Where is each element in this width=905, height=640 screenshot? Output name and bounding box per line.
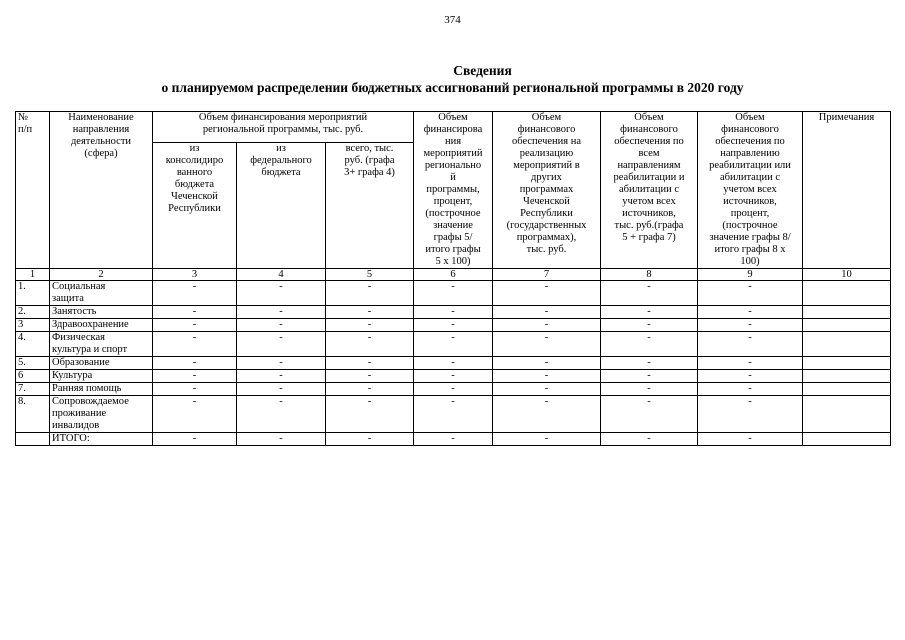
header-line: тыс. руб.(графа: [614, 220, 684, 231]
header-col-3: [153, 143, 237, 269]
column-number-cell: 8: [601, 269, 698, 281]
row-name-cell: [50, 306, 153, 319]
header-line: Объем: [735, 112, 765, 123]
header-line: обеспечения по: [715, 136, 785, 147]
value-cell: -: [493, 383, 601, 396]
value-cell: [803, 281, 891, 306]
value-cell: -: [326, 433, 414, 446]
value-cell: [803, 433, 891, 446]
header-line: ния: [444, 136, 462, 147]
value-cell: -: [698, 319, 803, 332]
page-number: 374: [444, 14, 461, 26]
header-line: консолидиро: [165, 155, 224, 166]
value-cell: -: [493, 433, 601, 446]
value-cell: -: [237, 319, 326, 332]
row-name-cell: [50, 396, 153, 433]
row-name-line: Занятость: [52, 306, 97, 317]
table-header: [16, 112, 891, 269]
header-line: других: [531, 172, 562, 183]
header-line: графы 5/: [433, 232, 473, 243]
value-cell: -: [326, 357, 414, 370]
column-number-cell: 3: [153, 269, 237, 281]
value-cell: -: [237, 383, 326, 396]
row-name-cell: [50, 370, 153, 383]
header-line: процент,: [433, 196, 473, 207]
value-cell: -: [698, 370, 803, 383]
header-line: значение графы 8/: [709, 232, 791, 243]
value-cell: -: [326, 396, 414, 433]
row-name-line: Ранняя помощь: [52, 383, 122, 394]
value-cell: [803, 319, 891, 332]
row-number-cell: 7.: [16, 383, 50, 396]
value-cell: [803, 332, 891, 357]
header-line: программы,: [426, 184, 480, 195]
table-row: [16, 319, 891, 332]
document-title: [0, 62, 905, 96]
header-line: итого графы: [425, 244, 481, 255]
row-name-line: инвалидов: [52, 420, 100, 431]
header-line: п/п: [18, 124, 33, 135]
value-cell: -: [237, 433, 326, 446]
header-line: всего, тыс.: [345, 143, 394, 154]
table-row: [16, 357, 891, 370]
header-line: всем: [638, 148, 660, 159]
row-name-line: проживание: [52, 408, 107, 419]
header-line: Чеченской: [523, 196, 570, 207]
header-line: значение: [433, 220, 473, 231]
value-cell: -: [493, 319, 601, 332]
table-row: [16, 383, 891, 396]
column-number-cell: 5: [326, 269, 414, 281]
value-cell: -: [237, 370, 326, 383]
header-line: направлениям: [617, 160, 681, 171]
header-line: мероприятий в: [513, 160, 580, 171]
row-number-cell: 4.: [16, 332, 50, 357]
value-cell: -: [493, 306, 601, 319]
header-line: (построчное: [425, 208, 481, 219]
value-cell: -: [698, 396, 803, 433]
header-col-4: [237, 143, 326, 269]
header-line: абилитации с: [618, 184, 679, 195]
header-line: реализацию: [519, 148, 574, 159]
row-number-cell: 3: [16, 319, 50, 332]
header-col-1: [16, 112, 50, 269]
value-cell: -: [153, 319, 237, 332]
header-col-10: [803, 112, 891, 269]
value-cell: -: [153, 370, 237, 383]
column-number-row: [16, 269, 891, 281]
value-cell: -: [153, 332, 237, 357]
value-cell: -: [326, 370, 414, 383]
header-line: программах),: [516, 232, 577, 243]
header-line: реабилитации и: [613, 172, 685, 183]
table-row: [16, 370, 891, 383]
header-line: из: [189, 143, 200, 154]
header-line: реабилитации или: [709, 160, 791, 171]
header-line: программах: [519, 184, 574, 195]
value-cell: -: [698, 332, 803, 357]
value-cell: -: [414, 370, 493, 383]
value-cell: -: [601, 370, 698, 383]
value-cell: -: [237, 306, 326, 319]
value-cell: -: [237, 396, 326, 433]
table-body: [16, 269, 891, 446]
header-col-5: [326, 143, 414, 269]
value-cell: [803, 370, 891, 383]
header-line: направлению: [720, 148, 780, 159]
row-name-line: Образование: [52, 357, 110, 368]
value-cell: -: [601, 332, 698, 357]
header-line: источников,: [622, 208, 676, 219]
column-number-cell: 7: [493, 269, 601, 281]
row-name-line: Культура: [52, 370, 93, 381]
value-cell: -: [601, 433, 698, 446]
row-name-line: Сопровождаемое: [52, 396, 129, 407]
header-line: финансового: [517, 124, 576, 135]
table-row: [16, 332, 891, 357]
header-line: (построчное: [722, 220, 778, 231]
value-cell: -: [493, 396, 601, 433]
row-number-cell: 1.: [16, 281, 50, 306]
header-line: руб. (графа: [344, 155, 395, 166]
value-cell: -: [153, 281, 237, 306]
value-cell: -: [237, 332, 326, 357]
value-cell: -: [153, 433, 237, 446]
column-number-cell: 2: [50, 269, 153, 281]
value-cell: -: [698, 306, 803, 319]
value-cell: -: [493, 357, 601, 370]
header-line: учетом всех: [723, 184, 777, 195]
header-line: Республики: [520, 208, 573, 219]
row-name-cell: [50, 281, 153, 306]
column-number-cell: 10: [803, 269, 891, 281]
value-cell: -: [326, 319, 414, 332]
header-line: обеспечения по: [614, 136, 684, 147]
column-number-cell: 6: [414, 269, 493, 281]
row-name-cell: [50, 383, 153, 396]
budget-table: [15, 111, 891, 446]
value-cell: -: [414, 319, 493, 332]
header-line: финансирова: [423, 124, 483, 135]
value-cell: -: [698, 433, 803, 446]
row-name-cell: [50, 319, 153, 332]
column-number-cell: 1: [16, 269, 50, 281]
header-line: Примечания: [818, 112, 875, 123]
title-line-2: о планируемом распределении бюджетных ассигнований региональной программы в 2020 году: [161, 80, 744, 95]
value-cell: [803, 306, 891, 319]
row-name-cell: [50, 433, 153, 446]
header-line: абилитации с: [719, 172, 780, 183]
row-number-cell: 8.: [16, 396, 50, 433]
header-col-9: [698, 112, 803, 269]
row-name-line: культура и спорт: [52, 344, 128, 355]
value-cell: -: [326, 281, 414, 306]
value-cell: [803, 396, 891, 433]
header-line: Объем: [531, 112, 562, 123]
value-cell: -: [414, 332, 493, 357]
row-number-cell: [16, 433, 50, 446]
header-line: 3+ графа 4): [344, 167, 395, 178]
table-row: [16, 433, 891, 446]
header-line: 5 x 100): [435, 256, 471, 267]
header-line: обеспечения на: [512, 136, 581, 147]
column-number-cell: 4: [237, 269, 326, 281]
row-name-line: ИТОГО:: [52, 433, 90, 444]
row-name-cell: [50, 332, 153, 357]
header-line: Объем: [438, 112, 468, 123]
value-cell: -: [414, 396, 493, 433]
value-cell: -: [326, 332, 414, 357]
column-number-cell: 9: [698, 269, 803, 281]
value-cell: -: [698, 383, 803, 396]
header-line: й: [450, 172, 456, 183]
header-line: направления: [72, 124, 130, 135]
value-cell: -: [414, 306, 493, 319]
row-name-line: Здравоохранение: [52, 319, 129, 330]
header-line: процент,: [730, 208, 770, 219]
header-line: финансового: [620, 124, 678, 135]
header-line: регионально: [424, 160, 482, 171]
value-cell: -: [698, 281, 803, 306]
header-col-8: [601, 112, 698, 269]
header-line: тыс. руб.: [526, 244, 567, 255]
value-cell: -: [493, 281, 601, 306]
header-line: 5 + графа 7): [622, 232, 676, 243]
row-name-cell: [50, 357, 153, 370]
value-cell: -: [153, 306, 237, 319]
value-cell: -: [153, 357, 237, 370]
value-cell: -: [326, 306, 414, 319]
header-line: ванного: [176, 167, 213, 178]
header-line: Наименование: [68, 112, 134, 123]
value-cell: -: [601, 281, 698, 306]
value-cell: -: [414, 383, 493, 396]
header-line: финансового: [721, 124, 779, 135]
header-line: №: [18, 112, 29, 123]
value-cell: -: [153, 383, 237, 396]
row-number-cell: 6: [16, 370, 50, 383]
value-cell: -: [414, 281, 493, 306]
row-number-cell: 2.: [16, 306, 50, 319]
value-cell: -: [601, 383, 698, 396]
header-line: региональной программы, тыс. руб.: [202, 124, 364, 135]
header-line: источников,: [723, 196, 777, 207]
row-name-line: Физическая: [52, 332, 105, 343]
value-cell: [803, 383, 891, 396]
value-cell: -: [237, 357, 326, 370]
value-cell: -: [414, 357, 493, 370]
header-line: Объем финансирования мероприятий: [198, 112, 368, 123]
header-group-financing: [153, 112, 414, 143]
header-line: мероприятий: [423, 148, 483, 159]
value-cell: -: [326, 383, 414, 396]
value-cell: -: [601, 319, 698, 332]
header-line: (государственных: [506, 220, 587, 231]
value-cell: -: [153, 396, 237, 433]
header-line: деятельности: [70, 136, 132, 147]
header-col-7: [493, 112, 601, 269]
header-line: 100): [740, 256, 760, 267]
table-row: [16, 306, 891, 319]
row-name-line: защита: [52, 293, 84, 304]
value-cell: -: [493, 370, 601, 383]
header-line: из: [276, 143, 286, 154]
value-cell: [803, 357, 891, 370]
value-cell: -: [493, 332, 601, 357]
value-cell: -: [601, 396, 698, 433]
header-line: Объем: [634, 112, 664, 123]
row-name-line: Социальная: [52, 281, 106, 292]
table-row: [16, 396, 891, 433]
header-line: бюджета: [261, 167, 301, 178]
title-line-1: Сведения: [453, 63, 512, 78]
header-line: бюджета: [174, 179, 215, 190]
header-line: Республики: [168, 203, 221, 214]
header-line: Чеченской: [171, 191, 218, 202]
header-line: учетом всех: [622, 196, 676, 207]
value-cell: -: [601, 357, 698, 370]
value-cell: -: [601, 306, 698, 319]
value-cell: -: [414, 433, 493, 446]
value-cell: -: [698, 357, 803, 370]
row-number-cell: 5.: [16, 357, 50, 370]
table-row: [16, 281, 891, 306]
value-cell: -: [237, 281, 326, 306]
header-col-2: [50, 112, 153, 269]
header-line: итого графы 8 x: [714, 244, 786, 255]
header-line: (сфера): [84, 148, 118, 159]
header-col-6: [414, 112, 493, 269]
header-line: федерального: [250, 155, 312, 166]
